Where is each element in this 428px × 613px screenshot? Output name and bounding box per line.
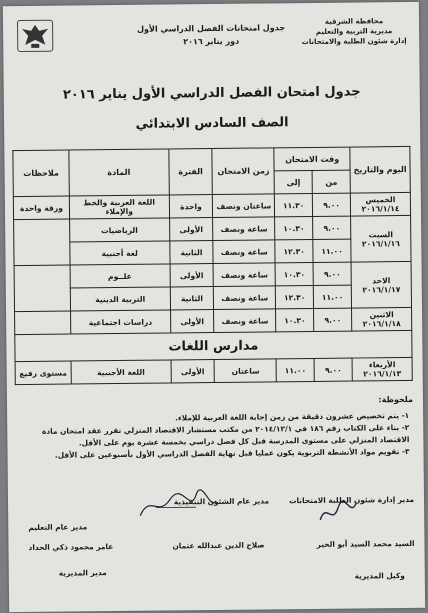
header-time: وقت الامتحان	[274, 147, 350, 171]
exams-director-name: السيد محمد السيد أبو الخير	[316, 538, 415, 549]
duration-cell: ساعة ونصف	[214, 263, 276, 287]
subject-cell: دراسات اجتماعية	[70, 310, 170, 334]
exam-table	[12, 146, 412, 385]
note-cell: مستوى رفيع	[15, 361, 71, 385]
header-notes: ملاحظات	[13, 150, 69, 197]
to-cell: ١١.٣٠	[275, 193, 313, 216]
to-cell: ١٢.٣٠	[276, 285, 314, 308]
notes-section	[17, 394, 414, 462]
from-cell: ١١.٠٠	[313, 285, 351, 308]
exec-director-title: مدير عام الشئون التنفيذية	[173, 496, 270, 507]
directorate-header	[299, 16, 409, 47]
day-name: الاثنين	[369, 310, 394, 320]
duration-cell: ساعتان	[215, 359, 277, 383]
to-cell: ١٠.٣٠	[275, 216, 313, 239]
note-item: ٢- بناء على الكتاب رقم ١٨٦ في ٢٠١٤/١٢/١ من مكتب مستشار الاقتصاد المنزلي تقرر عقد امتحان مادة الاقتصاد المنزلي على مستوى المدرسة قبل كل فصل دراسي بخمسة عشرة يوم على الأقل.	[41, 422, 410, 448]
from-cell: ٩.٠٠	[313, 216, 351, 239]
day-cell	[352, 307, 412, 331]
period-cell: واحدة	[169, 195, 213, 218]
day-name: السبت	[368, 229, 394, 239]
signatures-section	[18, 477, 415, 611]
from-cell: ٩.٠٠	[314, 308, 352, 331]
subject-cell: التربية الدينية	[70, 287, 170, 311]
from-cell: ٩.٠٠	[314, 358, 352, 381]
subject-cell: الرياضيات	[70, 218, 170, 242]
subject-cell: علــوم	[70, 264, 170, 288]
header-from: من	[312, 170, 350, 193]
note-item: ٣- تقويم مواد الأنشطة التربوية يكون عمليا قبل نهاية الفصل الدراسي الأول بأسبوعين على الأقل.	[54, 446, 410, 460]
directorate-director-title: مدير المديرية	[58, 568, 107, 578]
exams-director-title: مدير إدارة شئون الطلبة الامتحانات	[289, 494, 415, 506]
period-cell: الأولى	[171, 359, 215, 382]
header-to: إلى	[274, 170, 312, 193]
duration-cell: ساعة ونصف	[214, 309, 276, 333]
header-subject: المادة	[69, 149, 169, 196]
day-cell	[351, 215, 411, 262]
signature-scribble-icon	[136, 487, 218, 524]
note-cell	[14, 219, 70, 266]
edu-director-name: عامر محمود ذكي الحداد	[28, 542, 114, 552]
signature-scribble-icon	[318, 498, 358, 528]
header-title-line: جدول امتحانات الفصل الدراسي الأول	[137, 23, 286, 34]
period-cell: الثانية	[169, 241, 213, 264]
note-cell	[14, 265, 70, 312]
duration-cell: ساعة ونصف	[213, 240, 275, 264]
grade-subtitle: الصف السادس الابتدائي	[135, 115, 289, 132]
note-cell: ورقة واحدة	[13, 196, 69, 220]
day-date: ٢٠١٦/١/١٦	[361, 238, 400, 248]
period-cell: الثانية	[170, 287, 214, 310]
note-cell	[15, 311, 71, 335]
edu-director-title: مدير عام التعليم	[28, 522, 88, 532]
day-date: ٢٠١٦/١/١٨	[362, 319, 401, 329]
duration-cell: ساعتان ونصف	[213, 194, 275, 218]
period-cell: الأولى	[169, 218, 213, 241]
day-name: الخميس	[365, 195, 396, 205]
section-row	[15, 330, 412, 361]
to-cell: ١٠.٣٠	[276, 308, 314, 331]
directorate-line: مديرية التربية والتعليم	[315, 27, 393, 36]
exec-director-name: صلاح الدين عبدالله عثمان	[172, 540, 265, 551]
from-cell: ٩.٠٠	[313, 193, 351, 216]
department-line: إدارة شئون الطلبة والامتحانات	[301, 36, 407, 47]
from-cell: ١١.٠٠	[313, 239, 351, 262]
day-date: ٢٠١٦/١/١٣	[363, 369, 402, 379]
day-cell	[350, 192, 410, 216]
table-row	[14, 215, 411, 242]
to-cell: ١٢.٣٠	[275, 239, 313, 262]
period-cell: الأولى	[170, 264, 214, 287]
to-cell: ١١.٠٠	[276, 358, 314, 381]
period-cell: الأولى	[170, 310, 214, 333]
governorate-line: محافظة الشرقية	[324, 17, 384, 26]
subject-cell: لغة أجنبية	[70, 241, 170, 265]
day-cell	[352, 357, 412, 381]
exam-schedule-document	[3, 2, 425, 612]
day-date: ٢٠١٦/١/١٤	[361, 204, 400, 214]
header-session-line: دور يناير ٢٠١٦	[183, 36, 240, 47]
day-cell	[351, 261, 411, 308]
language-schools-heading: مدارس اللغات	[15, 330, 412, 361]
notes-label: ملحوظة:	[378, 394, 414, 405]
header-period: الفترة	[168, 149, 212, 195]
eagle-emblem-icon	[17, 20, 53, 52]
header-day: اليوم والتاريخ	[350, 146, 410, 193]
page-title: جدول امتحان الفصل الدراسي الأول يناير ٢٠١٦	[62, 84, 361, 103]
subject-cell: اللغة العربية والخط والإملاء	[69, 195, 169, 219]
document-header	[11, 10, 412, 66]
duration-cell: ساعة ونصف	[214, 286, 276, 310]
to-cell: ١٠.٣٠	[275, 262, 313, 285]
note-item: ١- يتم تخصيص عشرون دقيقة من زمن إجابة اللغة العربية للإملاء.	[175, 410, 410, 423]
subject-cell: اللغة الأجنبية	[71, 360, 171, 384]
from-cell: ٩.٠٠	[313, 262, 351, 285]
table-row	[15, 357, 412, 384]
duration-cell: ساعة ونصف	[213, 217, 275, 241]
day-date: ٢٠١٦/١/١٧	[362, 284, 401, 294]
header-duration: زمن الامتحان	[212, 148, 274, 195]
table-row	[14, 261, 411, 288]
day-name: الأربعاء	[368, 360, 396, 370]
day-name: الاحد	[372, 275, 391, 285]
deputy-title: وكيل المديرية	[354, 571, 405, 581]
header-center	[131, 21, 291, 49]
